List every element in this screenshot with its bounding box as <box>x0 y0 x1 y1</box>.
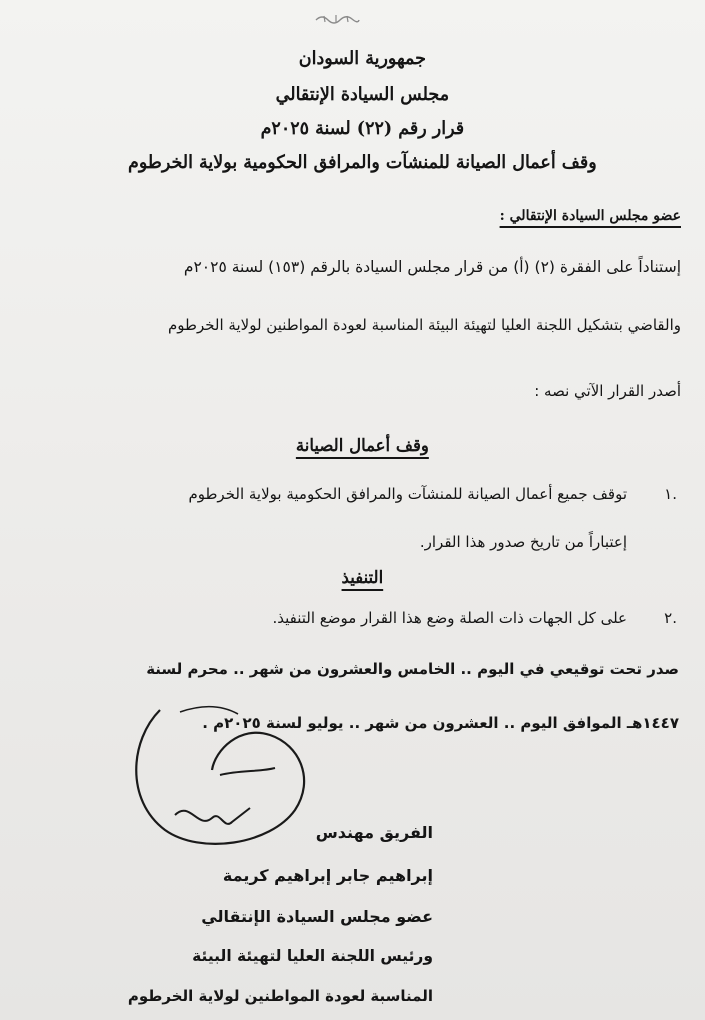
item-1-number: .١ <box>664 485 677 503</box>
signatory-title-1: عضو مجلس السيادة الإنتقالي <box>201 907 433 926</box>
preamble-line-2: والقاضي بتشكيل اللجنة العليا لتهيئة البيئة المناسبة لعودة المواطنين لولاية الخرطوم <box>167 316 681 334</box>
section-title-implementation: التنفيذ <box>341 568 384 588</box>
date-line-1: صدر تحت توقيعي في اليوم .. الخامس والعشرون من شهر .. محرم لسنة <box>146 660 679 678</box>
preamble-line-3: أصدر القرار الآتي نصه : <box>534 382 681 400</box>
date-line-2: ١٤٤٧هـ الموافق اليوم .. العشرون من شهر .. يوليو لسنة ٢٠٢٥م . <box>202 714 679 732</box>
item-1-line-1: توقف جميع أعمال الصيانة للمنشآت والمرافق الحكومية بولاية الخرطوم <box>188 485 627 503</box>
section-title-maintenance: وقف أعمال الصيانة <box>295 436 429 456</box>
addressee: عضو مجلس السيادة الإنتقالي : <box>499 208 681 224</box>
signatory-title-2: ورئيس اللجنة العليا لتهيئة البيئة <box>192 947 433 965</box>
preamble-line-1: إستناداً على الفقرة (٢) (أ) من قرار مجلس السيادة بالرقم (١٥٣) لسنة ٢٠٢٥م <box>183 258 681 276</box>
basmala-emblem <box>312 10 362 26</box>
signatory-rank: الفريق مهندس <box>315 823 433 842</box>
item-2-number: .٢ <box>664 609 677 627</box>
item-1-line-2: إعتباراً من تاريخ صدور هذا القرار. <box>419 533 627 551</box>
signatory-name: إبراهيم جابر إبراهيم كريمة <box>222 866 433 885</box>
signatory-title-3: المناسبة لعودة المواطنين لولاية الخرطوم <box>127 987 433 1005</box>
decision-subject: وقف أعمال الصيانة للمنشآت والمرافق الحكومية بولاية الخرطوم <box>128 152 597 173</box>
council-name: مجلس السيادة الإنتقالي <box>275 84 450 105</box>
decision-number: قرار رقم (٢٢) لسنة ٢٠٢٥م <box>260 118 465 139</box>
item-2-line-1: على كل الجهات ذات الصلة وضع هذا القرار موضع التنفيذ. <box>272 609 627 627</box>
country-name: جمهورية السودان <box>298 48 426 69</box>
